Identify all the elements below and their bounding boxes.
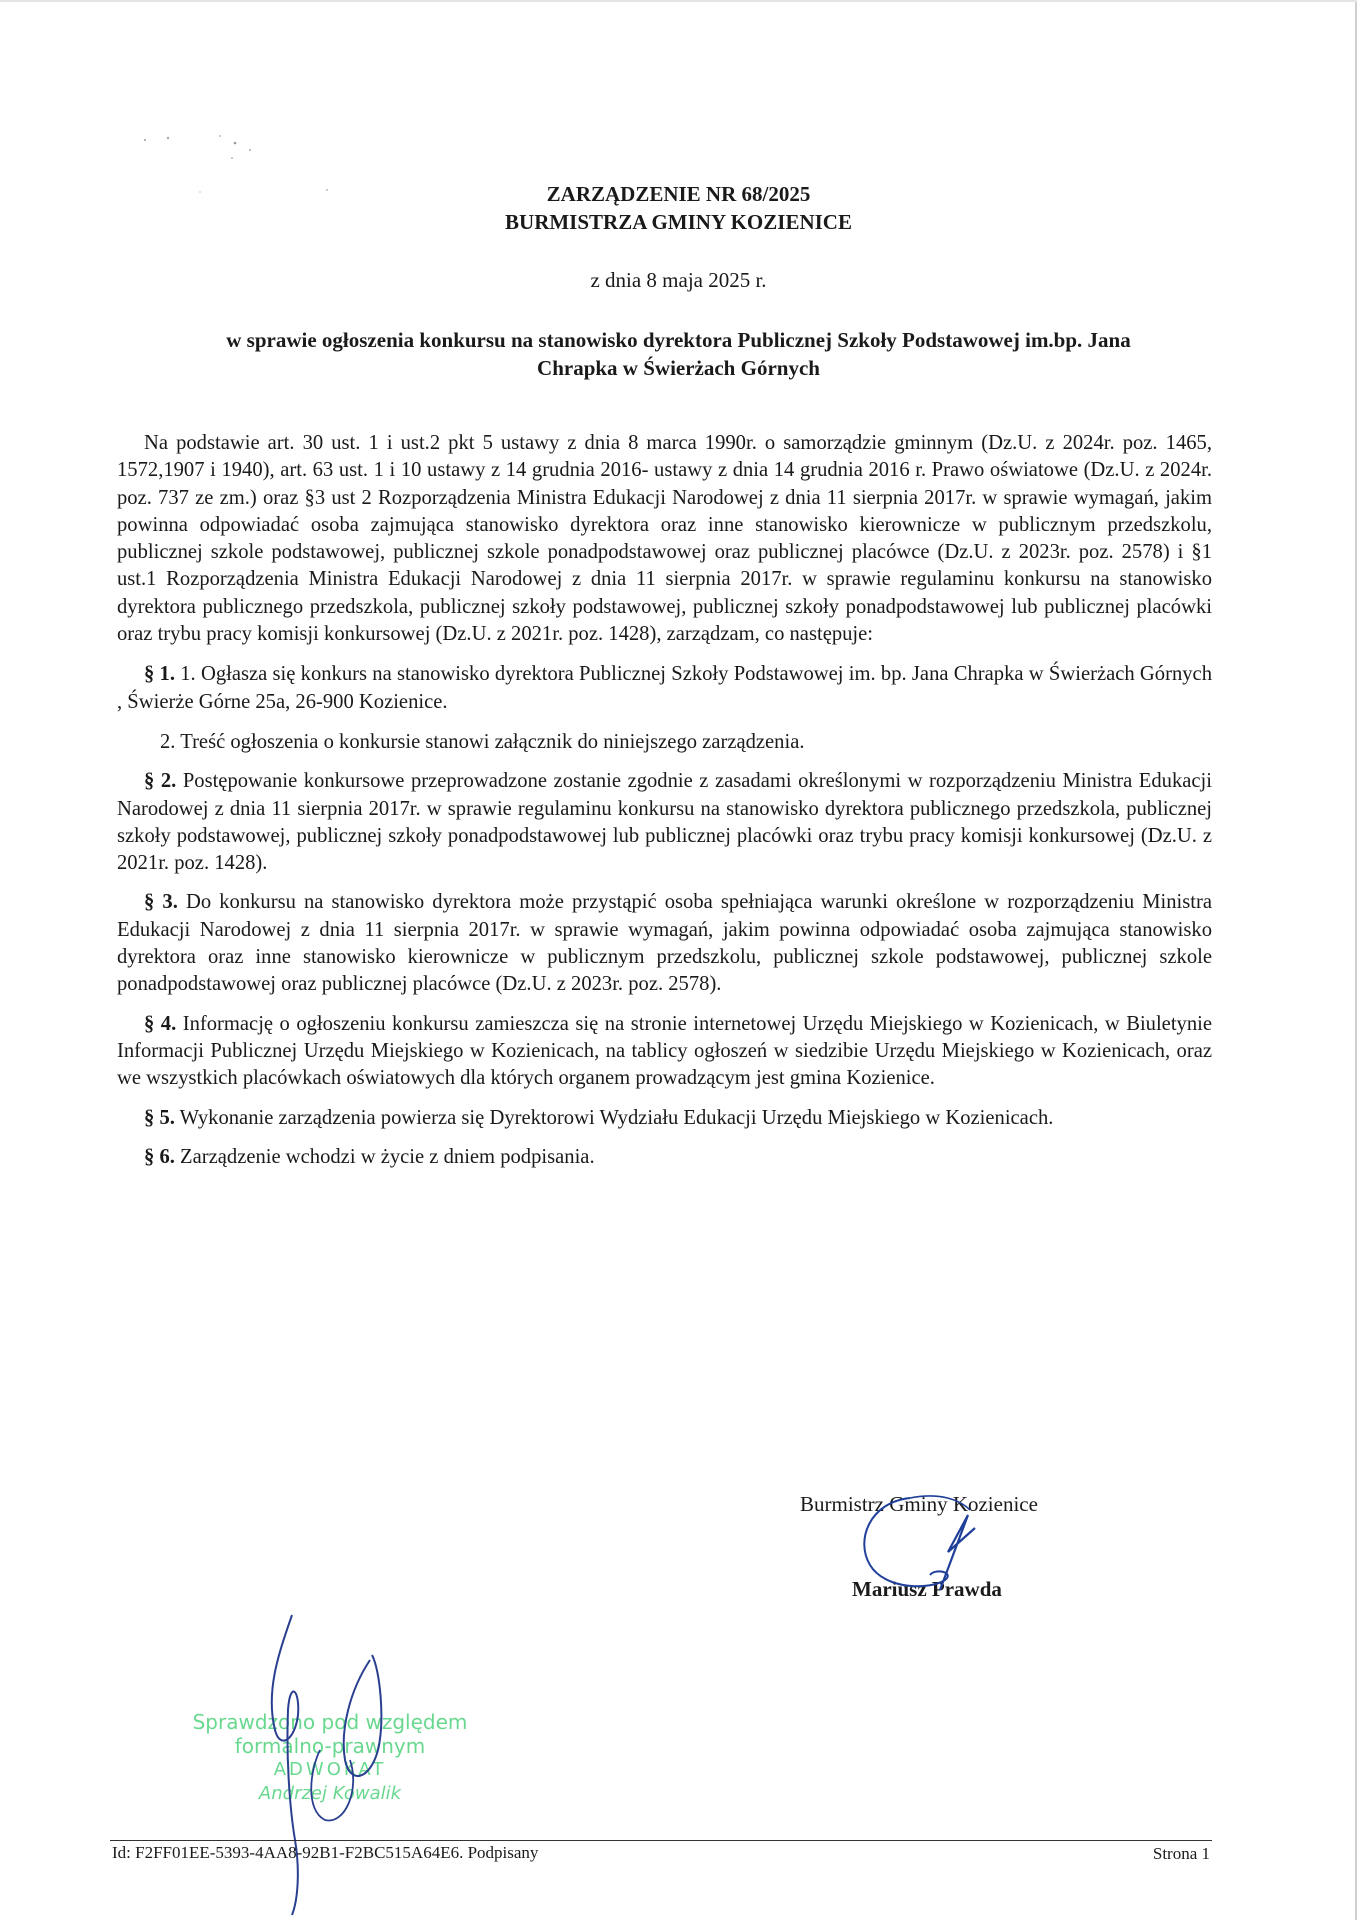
section-6-label: § 6.	[144, 1145, 175, 1168]
section-1	[117, 661, 1212, 716]
section-3-text: Do konkursu na stanowisko dyrektora może przystąpić osoba spełniająca warunki określone w rozporządzeniu Ministra Edukacji Narodowej z dnia 11 sierpnia 2017r. w sprawie wymagań, jakim powinna odpowiadać osoba zajmująca stanowisko dyrektora oraz inne stanowisko kierownicze w publicznym przedszkolu, publicznej szkole podstawowej, publicznej szkole ponadpodstawowej oraz publicznej placówce (Dz.U. z 2023r. poz. 2578).	[117, 891, 1213, 996]
footer-divider	[110, 1840, 1212, 1841]
scan-top-edge	[0, 0, 1357, 2]
section-3-label: § 3.	[144, 891, 178, 914]
section-4-text: Informację o ogłoszeniu konkursu zamieszcza się na stronie internetowej Urzędu Miejskiego w Kozienicach, w Biuletynie Informacji Publicznej Urzędu Miejskiego w Kozienicach, na tablicy ogłoszeń w siedzibie Urzędu Miejskiego w Kozienicach, oraz we wszystkich placówkach oświatowych dla których organem prowadzącym jest gmina Kozienice.	[117, 1012, 1212, 1090]
subject-line-2: Chrapka w Świerżach Górnych	[537, 356, 820, 380]
section-2-label: § 2.	[144, 770, 177, 793]
document-header	[0, 180, 1357, 236]
signatory-name: Mariusz Prawda	[852, 1577, 1002, 1601]
stamp-line-3: ADWOKAT	[273, 1759, 387, 1780]
section-2	[117, 768, 1212, 877]
section-2-text: Postępowanie konkursowe przeprowadzone zostanie zgodnie z zasadami określonymi w rozporządzeniu Ministra Edukacji Narodowej z dnia 11 sierpnia 2017r. w sprawie regulaminu konkursu na stanowisko dyrektora publicznego przedszkola, publicznej szkoły podstawowej, publicznej szkoły ponadpodstawowej lub publicznej placówki oraz trybu pracy komisji konkursowej (Dz.U. z 2021r. poz. 1428).	[117, 770, 1212, 875]
stamp-line-2: formalno-prawnym	[234, 1734, 426, 1758]
page-number: Strona 1	[1152, 1844, 1210, 1863]
section-5-text: Wykonanie zarządzenia powierza się Dyrektorowi Wydziału Edukacji Urzędu Miejskiego w Kozienicach.	[174, 1106, 1054, 1129]
section-5-label: § 5.	[144, 1106, 175, 1129]
section-6	[117, 1144, 1212, 1171]
document-body	[117, 430, 1212, 1171]
section-6-text: Zarządzenie wchodzi w życie z dniem podpisania.	[174, 1145, 595, 1168]
subject-line-1: w sprawie ogłoszenia konkursu na stanowisko dyrektora Publicznej Szkoły Podstawowej im.bp. Jana	[226, 328, 1131, 352]
stamp-line-1: Sprawdzono pod względem	[192, 1710, 468, 1734]
legal-basis-paragraph: Na podstawie art. 30 ust. 1 i ust.2 pkt 5 ustawy z dnia 8 marca 1990r. o samorządzie gminnym (Dz.U. z 2024r. poz. 1465, 1572,1907 i 1940), art. 63 ust. 1 i 10 ustawy z 14 grudnia 2016- ustawy z dnia 14 grudnia 2016 r. Prawo oświatowe (Dz.U. z 2024r. poz. 737 ze zm.) oraz §3 ust 2 Rozporządzenia Ministra Edukacji Narodowej z dnia 11 sierpnia 2017r. w sprawie wymagań, jakim powinna odpowiadać osoba zajmująca stanowisko dyrektora oraz inne stanowisko kierownicze w publicznym przedszkolu, publicznej szkole podstawowej, publicznej szkole ponadpodstawowej oraz publicznej placówce (Dz.U. z 2023r. poz. 2578) i §1 ust.1 Rozporządzenia Ministra Edukacji Narodowej z dnia 11 sierpnia 2017r. w sprawie regulaminu konkursu na stanowisko dyrektora publicznego przedszkola, publicznej szkoły podstawowej, publicznej szkoły ponadpodstawowej lub publicznej placówki oraz trybu pracy komisji konkursowej (Dz.U. z 2021r. poz. 1428), zarządzam, co następuje:	[117, 432, 1212, 646]
signatory-title: Burmistrz Gminy Kozienice	[800, 1492, 1038, 1516]
document-date: z dnia 8 maja 2025 r.	[590, 268, 767, 292]
document-id: Id: F2FF01EE-5393-4AA8-92B1-F2BC515A64E6. Podpisany	[112, 1843, 539, 1862]
section-1-text: 1. Ogłasza się konkurs na stanowisko dyrektora Publicznej Szkoły Podstawowej im. bp. Jana Chrapka w Świerżach Górnych , Świerże Górne 25a, 26-900 Kozienice.	[117, 663, 1212, 713]
title-line-1: ZARZĄDZENIE NR 68/2025	[546, 182, 811, 206]
section-1-label: § 1.	[144, 663, 175, 686]
stamp-line-4: Andrzej Kowalik	[258, 1783, 402, 1804]
mayor-handwritten-signature	[850, 1480, 1070, 1620]
section-5	[117, 1105, 1212, 1132]
lawyer-handwritten-signature	[250, 1610, 450, 1920]
section-3	[117, 889, 1212, 998]
section-1-point-2: 2. Treść ogłoszenia o konkursie stanowi załącznik do niniejszego zarządzenia.	[160, 730, 805, 753]
section-4-label: § 4.	[144, 1012, 177, 1035]
title-line-2: BURMISTRZA GMINY KOZIENICE	[505, 210, 852, 234]
document-subject	[130, 326, 1227, 382]
section-4	[117, 1011, 1212, 1093]
